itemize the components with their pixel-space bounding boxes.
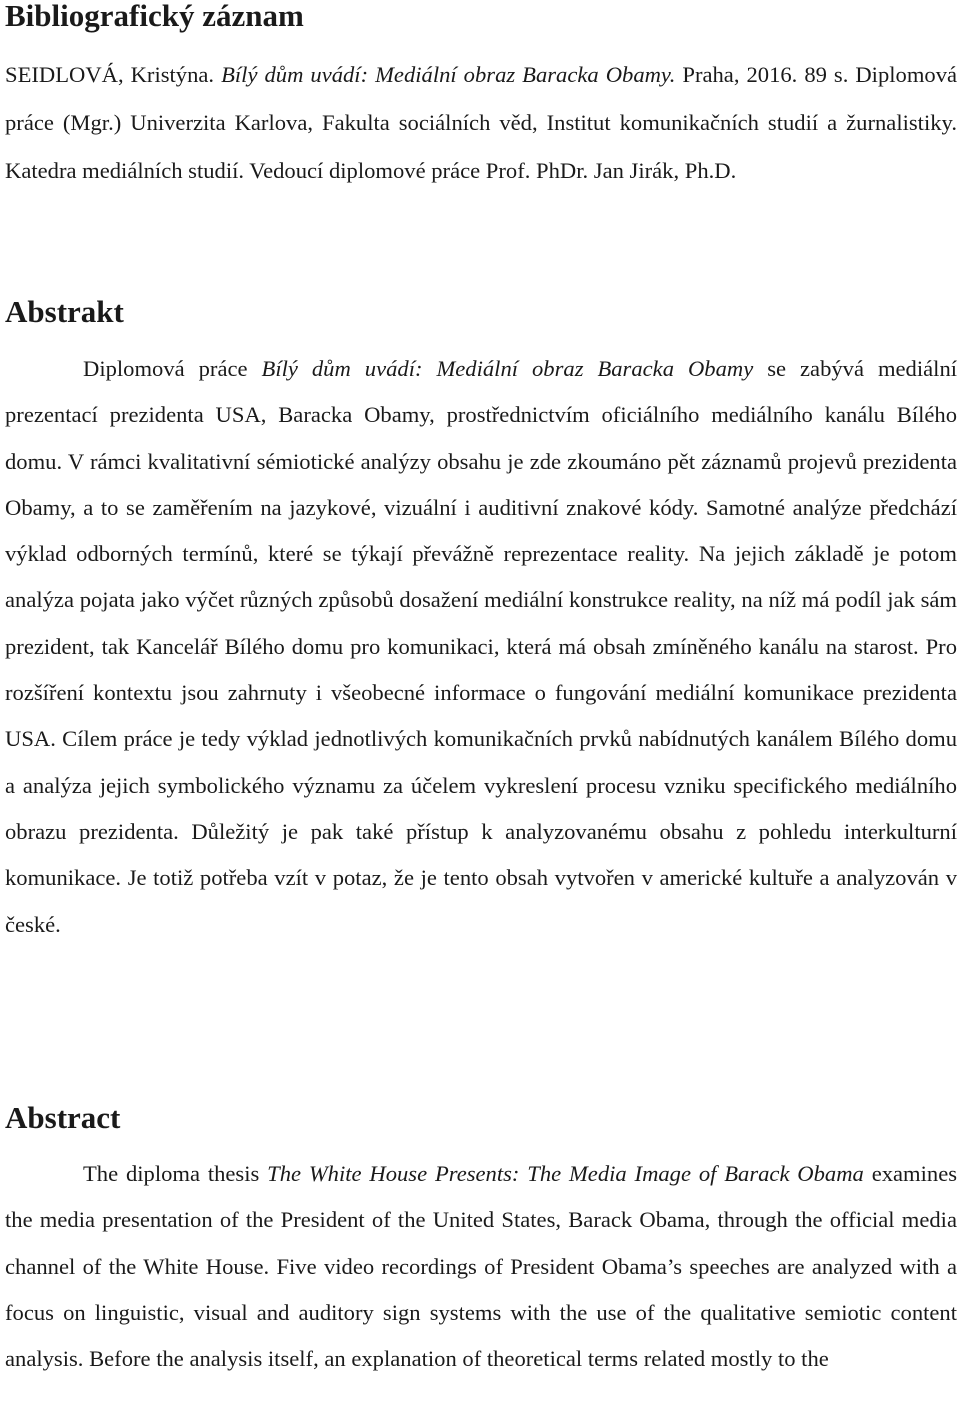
bibliographic-record-heading: Bibliografický záznam <box>5 0 304 33</box>
abstrakt-heading: Abstrakt <box>5 294 124 329</box>
abstrakt-lead: Diplomová práce <box>83 356 248 381</box>
bibliographic-details: Praha, 2016. 89 s. Diplomová práce (Mgr.) Univerzita Karlova, Fakulta sociálních věd, Institut komunikačních studií a žurnalistiky. Katedra mediálních studií. Vedoucí diplomové práce Prof. PhDr. Jan Jirák, Ph.D. <box>5 62 958 183</box>
abstract-title: The White House Presents: The Media Image of Barack Obama <box>267 1161 864 1186</box>
abstract-text <box>5 1151 957 1382</box>
bibliographic-record-text <box>5 51 957 194</box>
abstrakt-title: Bílý dům uvádí: Mediální obraz Baracka Obamy <box>261 356 754 381</box>
abstrakt-text <box>5 346 957 948</box>
thesis-title-cz: Bílý dům uvádí: Mediální obraz Baracka Obamy. <box>221 62 676 87</box>
author: SEIDLOVÁ, Kristýna. <box>5 62 215 87</box>
abstract-lead: The diploma thesis <box>83 1161 260 1186</box>
abstract-heading: Abstract <box>5 1100 121 1135</box>
abstract-body: examines the media presentation of the President of the United States, Barack Obama, through the official media channel of the White House. Five video recordings of President Obama’s speeches are analyzed with a focus on linguistic, visual and auditory sign systems with the use of the qualitative semiotic content analysis. Before the analysis itself, an explanation of theoretical terms related mostly to the <box>5 1161 958 1372</box>
abstrakt-body: se zabývá mediální prezentací prezidenta USA, Baracka Obamy, prostřednictvím oficiálního mediálního kanálu Bílého domu. V rámci kvalitativní sémiotické analýzy obsahu je zde zkoumáno pět záznamů projevů prezidenta Obamy, a to se zaměřením na jazykové, vizuální i auditivní znakové kódy. Samotné analýze předchází výklad odborných termínů, které se týkají převážně reprezentace reality. Na jejich základě je potom analýza pojata jako výčet různých způsobů dosažení mediální konstrukce reality, na níž má podíl jak sám prezident, tak Kancelář Bílého domu pro komunikaci, která má obsah zmíněného kanálu na starost. Pro rozšíření kontextu jsou zahrnuty i všeobecné informace o fungování mediální komunikace prezidenta USA. Cílem práce je tedy výklad jednotlivých komunikačních prvků nabídnutých kanálem Bílého domu a analýza jejich symbolického významu za účelem vykreslení procesu vzniku specifického mediálního obrazu prezidenta. Důležitý je pak také přístup k analyzovanému obsahu z pohledu interkulturní komunikace. Je totiž potřeba vzít v potaz, že je tento obsah vytvořen v americké kultuře a analyzován v české. <box>5 356 958 937</box>
